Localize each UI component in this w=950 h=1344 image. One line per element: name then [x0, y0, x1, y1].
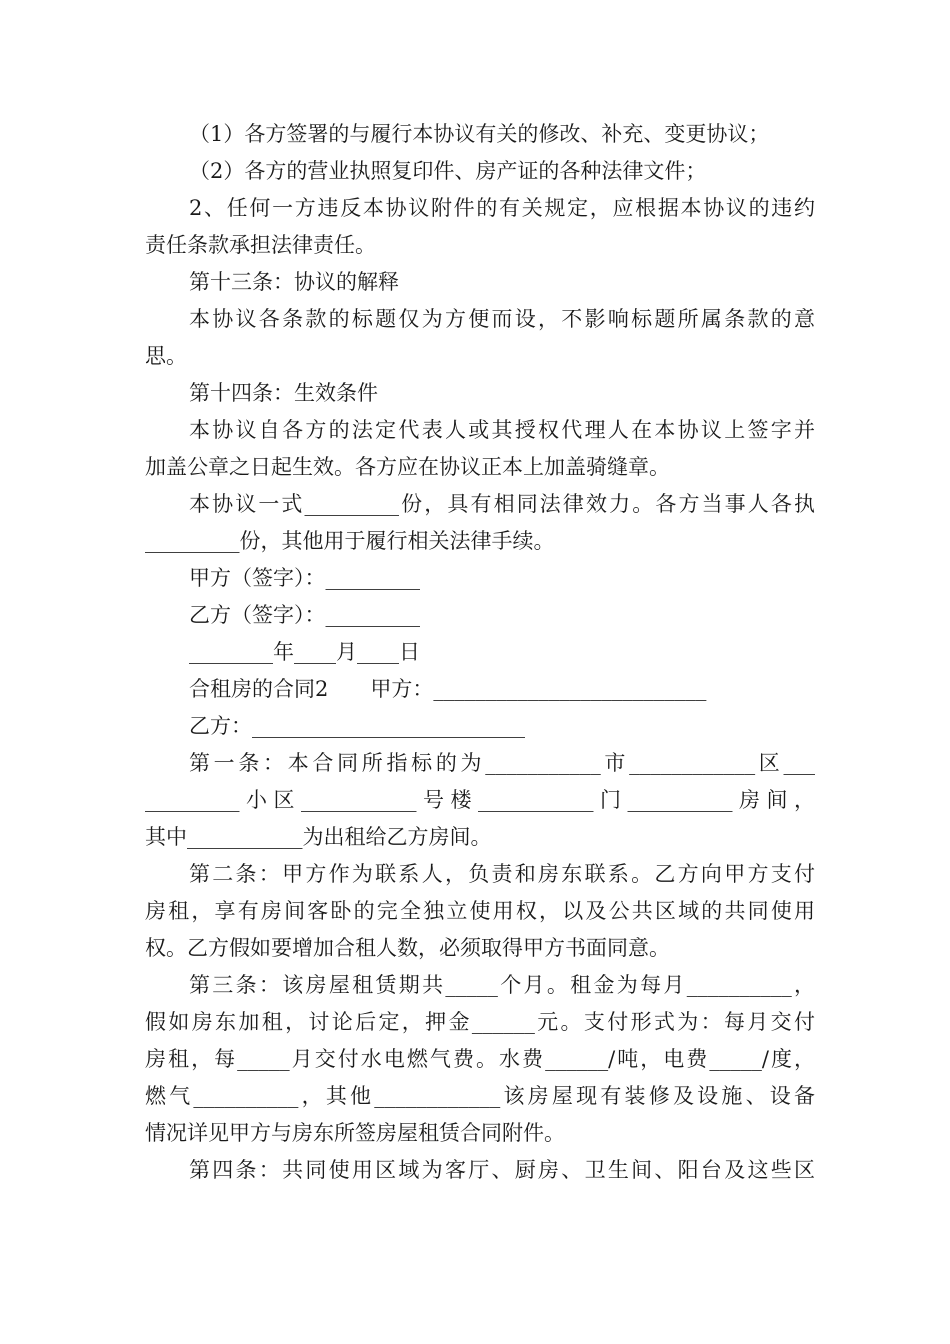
text-line: 情况详见甲方与房东所签房屋租赁合同附件。 — [145, 1121, 565, 1145]
text-line: 假如房东加租，讨论后定，押金______元。支付形式为：每月交付 — [145, 1010, 815, 1034]
text-line: _________份，其他用于履行相关法律手续。 — [145, 529, 555, 553]
text-line: 燃气__________，其他____________该房屋现有装修及设施、设备 — [145, 1084, 815, 1108]
text-line: 权。乙方假如要增加合租人数，必须取得甲方书面同意。 — [145, 936, 670, 960]
text-line: 房租，每_____月交付水电燃气费。水费______/吨，电费_____/度， — [145, 1047, 815, 1071]
text-line: 第四条：共同使用区域为客厅、厨房、卫生间、阳台及这些区 — [189, 1158, 815, 1182]
text-line: 本协议各条款的标题仅为方便而设，不影响标题所属条款的意 — [189, 307, 815, 331]
text-line: 第十三条：协议的解释 — [189, 270, 399, 294]
text-line: 加盖公章之日起生效。各方应在协议正本上加盖骑缝章。 — [145, 455, 670, 479]
text-line: 责任条款承担法律责任。 — [145, 233, 376, 257]
text-line: ________年____月____日 — [189, 640, 420, 664]
text-line: 其中___________为出租给乙方房间。 — [145, 825, 492, 849]
text-line: 甲方（签字）：_________ — [189, 566, 420, 590]
text-line: （1）各方签署的与履行本协议有关的修改、补充、变更协议； — [189, 122, 770, 146]
text-line: 合租房的合同2 甲方：__________________________ — [189, 677, 707, 701]
text-line: 第三条：该房屋租赁期共_____个月。租金为每月__________， — [189, 973, 815, 997]
text-line: 房租，享有房间客卧的完全独立使用权，以及公共区域的共同使用 — [145, 899, 815, 923]
text-line: 第十四条：生效条件 — [189, 381, 378, 405]
text-line: 本协议自各方的法定代表人或其授权代理人在本协议上签字并 — [189, 418, 815, 442]
text-line: 思。 — [145, 344, 187, 368]
text-line: 乙方（签字）：_________ — [189, 603, 420, 627]
document-body — [145, 116, 815, 1189]
text-line: 第二条：甲方作为联系人，负责和房东联系。乙方向甲方支付 — [189, 862, 815, 886]
text-line: （2）各方的营业执照复印件、房产证的各种法律文件； — [189, 159, 707, 183]
text-line: _________小区___________号楼___________门__________房间， — [145, 788, 815, 812]
text-line: 第一条：本合同所指标的为___________市____________区___ — [189, 751, 815, 775]
text-line: 本协议一式_________份，具有相同法律效力。各方当事人各执 — [189, 492, 815, 516]
text-line: 2、任何一方违反本协议附件的有关规定，应根据本协议的违约 — [189, 196, 815, 220]
text-line: 乙方：__________________________ — [189, 714, 525, 738]
